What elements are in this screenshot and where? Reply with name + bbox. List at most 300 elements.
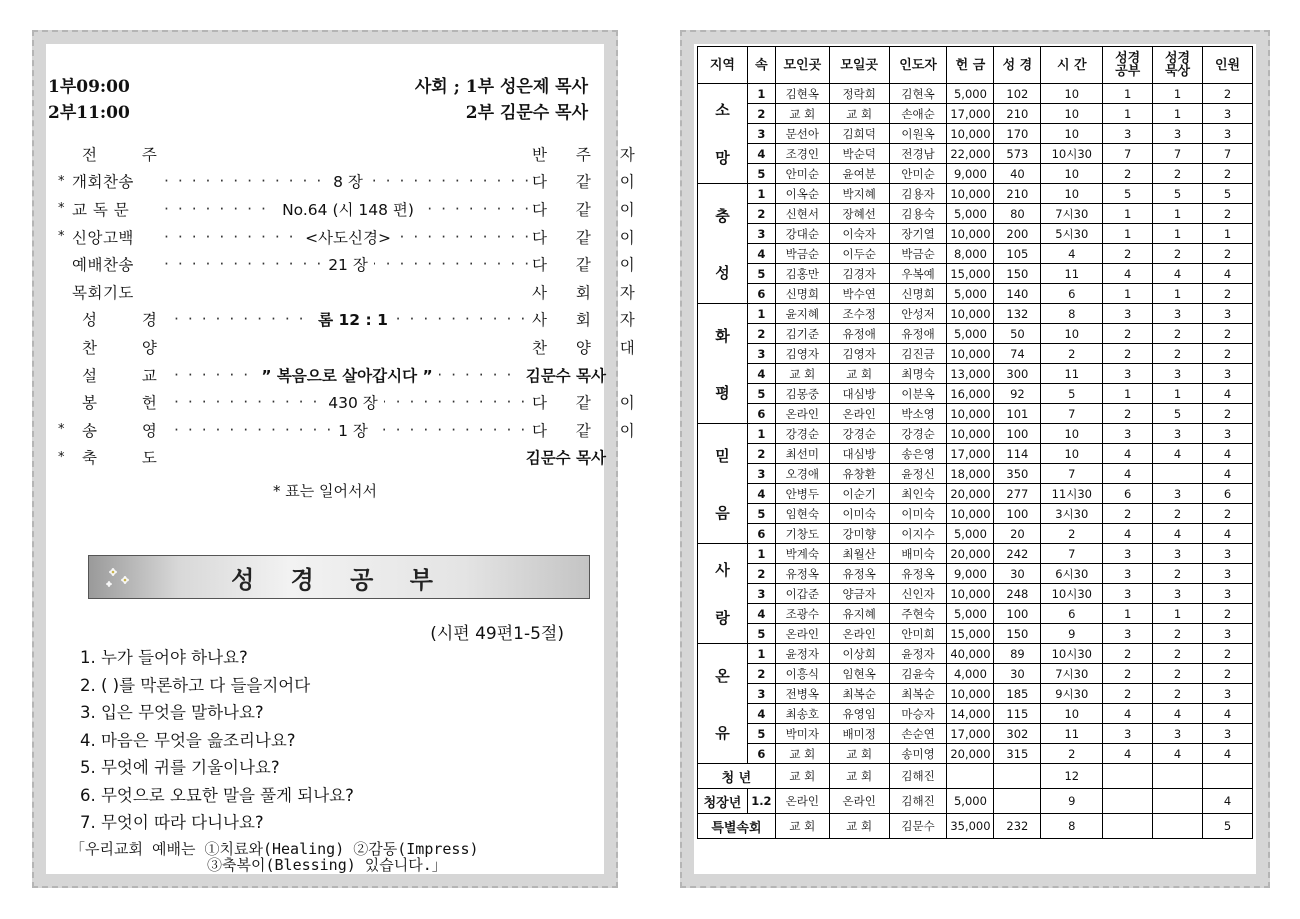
table-cell: 30	[994, 664, 1041, 684]
question-list	[80, 644, 354, 837]
table-cell: 교 회	[829, 764, 889, 789]
region-name	[698, 187, 747, 301]
table-cell: 3	[1153, 124, 1203, 144]
table-row	[698, 484, 1253, 504]
table-cell: 17,000	[947, 724, 994, 744]
leader-dots	[174, 308, 532, 330]
table-cell	[1103, 764, 1153, 789]
table-cell: 8	[1041, 304, 1103, 324]
table-cell: 최명숙	[889, 364, 947, 384]
table-cell: 10	[1041, 444, 1103, 464]
table-cell: 5	[1203, 814, 1253, 839]
table-cell: 150	[994, 264, 1041, 284]
table-cell: 김홍만	[775, 264, 829, 284]
table-cell: 18,000	[947, 464, 994, 484]
order-label: 설 교	[82, 366, 177, 385]
table-cell: 최인숙	[889, 484, 947, 504]
table-cell: 210	[994, 104, 1041, 124]
region-cell	[698, 84, 748, 184]
table-cell: 10시30	[1041, 144, 1103, 164]
table-cell: 8	[1041, 814, 1103, 839]
table-cell: 7	[1203, 144, 1253, 164]
table-cell: 3	[1103, 584, 1153, 604]
table-cell: 교 회	[829, 364, 889, 384]
bible-study-banner	[88, 555, 590, 599]
table-cell: 임현숙	[775, 504, 829, 524]
service-time-2: 2부11:00	[48, 103, 130, 123]
table-row	[698, 304, 1253, 324]
order-item: · · · ” 복음으로 살아갑시다 ”	[255, 364, 438, 386]
cell-number: 3	[747, 344, 775, 364]
table-cell: 2	[1203, 284, 1253, 304]
study-question: 5. 무엇에 귀를 기울이나요?	[80, 758, 280, 777]
column-header: 지역	[698, 47, 748, 84]
cell-number: 6	[747, 404, 775, 424]
standing-mark: *	[58, 173, 65, 189]
table-cell: 3	[1103, 564, 1153, 584]
region-name	[698, 647, 747, 761]
cell-number: 2	[747, 204, 775, 224]
cell-number: 1.2	[747, 789, 775, 814]
order-row	[58, 278, 647, 306]
table-cell: 185	[994, 684, 1041, 704]
table-cell: 박수연	[829, 284, 889, 304]
table-cell: 300	[994, 364, 1041, 384]
table-cell: 2	[1203, 504, 1253, 524]
table-row	[698, 284, 1253, 304]
region-cell	[698, 424, 748, 544]
table-row	[698, 664, 1253, 684]
table-cell: 2	[1103, 404, 1153, 424]
table-cell: 조광수	[775, 604, 829, 624]
table-cell	[947, 764, 994, 789]
column-header: 모인곳	[775, 47, 829, 84]
table-cell: 4,000	[947, 664, 994, 684]
table-cell: 이숙자	[829, 224, 889, 244]
table-cell: 장혜선	[829, 204, 889, 224]
table-cell: 3	[1153, 364, 1203, 384]
cell-number: 3	[747, 124, 775, 144]
table-cell: 4	[1153, 744, 1203, 764]
table-cell: 김용자	[889, 184, 947, 204]
order-label: 봉 헌	[82, 394, 177, 413]
table-cell: 1	[1103, 604, 1153, 624]
cell-number: 6	[747, 524, 775, 544]
cell-number: 1	[747, 544, 775, 564]
cell-number: 3	[747, 684, 775, 704]
table-cell: 이원옥	[889, 124, 947, 144]
table-cell: 14,000	[947, 704, 994, 724]
region-char: 온	[715, 666, 730, 685]
order-row	[58, 388, 647, 416]
table-cell: 박지혜	[829, 184, 889, 204]
table-cell: 242	[994, 544, 1041, 564]
table-cell: 유창환	[829, 464, 889, 484]
table-cell: 김문수	[889, 814, 947, 839]
scripture-passage: (시편 49편1-5절)	[430, 624, 564, 644]
table-cell: 2	[1153, 344, 1203, 364]
table-cell: 1	[1153, 284, 1203, 304]
table-cell	[1153, 789, 1203, 814]
table-cell: 248	[994, 584, 1041, 604]
table-cell: 윤지혜	[775, 304, 829, 324]
table-cell: 1	[1103, 104, 1153, 124]
table-row	[698, 464, 1253, 484]
table-cell: 170	[994, 124, 1041, 144]
region-char: 성	[715, 263, 730, 282]
table-cell: 정락희	[829, 84, 889, 104]
table-cell: 김영자	[829, 344, 889, 364]
cell-number: 3	[747, 224, 775, 244]
table-cell: 김해진	[889, 764, 947, 789]
cell-number: 4	[747, 704, 775, 724]
left-page	[32, 30, 647, 888]
study-question: 1. 누가 들어야 하나요?	[80, 648, 248, 667]
table-cell: 교 회	[775, 364, 829, 384]
table-cell: 2	[1203, 644, 1253, 664]
cell-number: 6	[747, 744, 775, 764]
table-cell: 온라인	[829, 624, 889, 644]
table-cell: 5,000	[947, 604, 994, 624]
column-header: 성경 묵상	[1153, 47, 1203, 84]
table-cell: 유지혜	[829, 604, 889, 624]
cell-group-attendance-table	[697, 46, 1253, 839]
right-page	[680, 30, 1270, 888]
table-cell: 5,000	[947, 84, 994, 104]
table-cell: 2	[1103, 344, 1153, 364]
column-header: 성경 공부	[1103, 47, 1153, 84]
table-row	[698, 624, 1253, 644]
study-question: 2. ( )를 막론하고 다 들을지어다	[80, 675, 311, 695]
region-char: 사	[715, 561, 730, 580]
order-label: 목회기도	[72, 283, 134, 302]
table-cell: 10,000	[947, 124, 994, 144]
table-cell: 유정애	[889, 324, 947, 344]
table-cell: 최월산	[829, 544, 889, 564]
table-cell: 3	[1203, 364, 1253, 384]
table-cell: 강경순	[889, 424, 947, 444]
leader-dots	[164, 170, 532, 192]
table-row	[698, 744, 1253, 764]
table-row	[698, 164, 1253, 184]
table-row-special	[698, 814, 1253, 839]
table-cell: 9	[1041, 789, 1103, 814]
region-char: 랑	[715, 608, 730, 627]
table-cell: 2	[1041, 524, 1103, 544]
table-cell: 4	[1153, 524, 1203, 544]
standing-mark: *	[58, 449, 65, 465]
table-cell: 이분옥	[889, 384, 947, 404]
table-row	[698, 364, 1253, 384]
table-cell: 이옥순	[775, 184, 829, 204]
table-row-special	[698, 764, 1253, 789]
table-cell: 온라인	[829, 404, 889, 424]
cell-number: 2	[747, 324, 775, 344]
table-cell: 5	[1103, 184, 1153, 204]
cell-number: 5	[747, 624, 775, 644]
table-row	[698, 524, 1253, 544]
flower-icon	[99, 562, 139, 592]
study-question: 4. 마음은 무엇을 읊조리나요?	[80, 730, 296, 750]
column-header: 인원	[1203, 47, 1253, 84]
table-cell: 4	[1203, 704, 1253, 724]
cell-number: 3	[747, 464, 775, 484]
order-label: 송 영	[82, 421, 177, 440]
table-cell: 3시30	[1041, 504, 1103, 524]
cell-number: 1	[747, 644, 775, 664]
table-cell: 김몽중	[775, 384, 829, 404]
table-cell: 1	[1103, 204, 1153, 224]
column-header: 헌 금	[947, 47, 994, 84]
table-cell: 3	[1203, 304, 1253, 324]
table-cell: 9,000	[947, 564, 994, 584]
order-item: · · · 430 장	[322, 391, 384, 413]
table-cell: 7시30	[1041, 664, 1103, 684]
order-leader: 다 같 이	[532, 173, 647, 192]
table-row	[698, 124, 1253, 144]
table-cell: 이미숙	[889, 504, 947, 524]
table-cell: 10시30	[1041, 584, 1103, 604]
table-cell: 7	[1041, 544, 1103, 564]
order-label: 예배찬송	[72, 256, 134, 275]
order-row	[58, 140, 647, 168]
table-cell: 양금자	[829, 584, 889, 604]
table-cell: 17,000	[947, 444, 994, 464]
table-cell: 이갑준	[775, 584, 829, 604]
table-cell: 10	[1041, 124, 1103, 144]
table-cell: 배미숙	[889, 544, 947, 564]
table-cell: 200	[994, 224, 1041, 244]
table-cell: 유정옥	[829, 564, 889, 584]
table-cell: 2	[1203, 84, 1253, 104]
region-cell	[698, 544, 748, 644]
table-cell: 100	[994, 604, 1041, 624]
table-cell: 10	[1041, 424, 1103, 444]
table-row	[698, 424, 1253, 444]
table-cell: 7	[1103, 144, 1153, 164]
table-cell: 3	[1203, 544, 1253, 564]
cell-number: 1	[747, 304, 775, 324]
order-row	[58, 361, 606, 389]
group-label: 특별속회	[698, 814, 776, 839]
table-cell: 2	[1041, 744, 1103, 764]
table-cell: 3	[1153, 724, 1203, 744]
table-row	[698, 224, 1253, 244]
table-cell: 박계숙	[775, 544, 829, 564]
order-item: · · · 8 장	[327, 170, 369, 192]
table-cell	[1153, 814, 1203, 839]
table-cell: 김현옥	[775, 84, 829, 104]
order-item: · · · <사도신경>	[299, 226, 397, 248]
region-cell	[698, 184, 748, 304]
table-cell: 10	[1041, 704, 1103, 724]
cell-number: 1	[747, 84, 775, 104]
table-cell: 5	[1153, 184, 1203, 204]
table-cell: 신명희	[889, 284, 947, 304]
region-cell	[698, 644, 748, 764]
table-cell: 김영자	[775, 344, 829, 364]
table-cell: 4	[1103, 524, 1153, 544]
table-cell: 4	[1103, 264, 1153, 284]
table-row	[698, 244, 1253, 264]
table-cell: 3	[1203, 584, 1253, 604]
group-label: 청장년	[698, 789, 748, 814]
table-cell: 150	[994, 624, 1041, 644]
table-cell: 115	[994, 704, 1041, 724]
table-cell: 2	[1103, 664, 1153, 684]
table-cell: 2	[1153, 684, 1203, 704]
table-row	[698, 724, 1253, 744]
table-row	[698, 144, 1253, 164]
table-cell: 3	[1103, 424, 1153, 444]
table-cell: 유정옥	[775, 564, 829, 584]
table-row	[698, 504, 1253, 524]
order-item: · · · 1 장	[332, 419, 374, 441]
cell-number: 1	[747, 424, 775, 444]
order-label: 개회찬송	[72, 173, 134, 192]
table-cell: 4	[1153, 444, 1203, 464]
table-cell: 20	[994, 524, 1041, 544]
column-header: 속	[747, 47, 775, 84]
table-cell: 50	[994, 324, 1041, 344]
cell-number: 5	[747, 504, 775, 524]
region-name	[698, 546, 747, 641]
table-cell: 4	[1103, 704, 1153, 724]
table-cell: 1	[1103, 384, 1153, 404]
region-cell	[698, 304, 748, 424]
column-header: 성 경	[994, 47, 1041, 84]
table-cell: 2	[1041, 344, 1103, 364]
worship-order	[58, 140, 647, 471]
table-cell: 10,000	[947, 424, 994, 444]
table-cell: 박금순	[775, 244, 829, 264]
standing-mark: *	[58, 422, 65, 438]
table-cell: 임현옥	[829, 664, 889, 684]
table-cell: 4	[1203, 744, 1253, 764]
table-cell: 5	[1153, 404, 1203, 424]
table-row	[698, 104, 1253, 124]
cell-number: 1	[747, 184, 775, 204]
column-header: 모일곳	[829, 47, 889, 84]
table-row	[698, 264, 1253, 284]
table-cell: 이흥식	[775, 664, 829, 684]
presider-2: 2부 김문수 목사	[465, 103, 588, 123]
order-item: · · · No.64 (시 148 편)	[276, 198, 420, 220]
table-row	[698, 544, 1253, 564]
table-cell: 대심방	[829, 384, 889, 404]
region-char: 유	[715, 723, 730, 742]
table-cell: 2	[1203, 324, 1253, 344]
leader-dots	[164, 226, 532, 248]
cell-number: 3	[747, 584, 775, 604]
church-motto	[70, 841, 479, 873]
table-cell: 6	[1103, 484, 1153, 504]
table-cell: 315	[994, 744, 1041, 764]
bible-study-title: 성 경 공 부	[231, 565, 447, 594]
table-cell: 89	[994, 644, 1041, 664]
leader-dots	[174, 419, 532, 441]
table-cell: 4	[1041, 244, 1103, 264]
table-cell: 5,000	[947, 524, 994, 544]
table-cell: 4	[1103, 464, 1153, 484]
table-cell: 유정옥	[889, 564, 947, 584]
leader-dots	[164, 198, 532, 220]
region-char: 소	[715, 101, 730, 120]
table-cell: 조수정	[829, 304, 889, 324]
table-cell: 김경자	[829, 264, 889, 284]
table-cell: 2	[1203, 344, 1253, 364]
table-cell: 2	[1203, 404, 1253, 424]
table-cell: 9	[1041, 624, 1103, 644]
table-cell: 2	[1153, 664, 1203, 684]
table-cell: 안미희	[889, 624, 947, 644]
table-row	[698, 684, 1253, 704]
table-cell: 김용숙	[889, 204, 947, 224]
table-cell: 11시30	[1041, 484, 1103, 504]
order-leader: 다 같 이	[532, 394, 647, 413]
table-cell: 2	[1153, 504, 1203, 524]
table-cell: 전병옥	[775, 684, 829, 704]
table-row-special	[698, 789, 1253, 814]
cell-number: 4	[747, 604, 775, 624]
table-cell: 11	[1041, 364, 1103, 384]
table-cell: 윤정자	[889, 644, 947, 664]
column-header: 인도자	[889, 47, 947, 84]
table-cell: 4	[1153, 704, 1203, 724]
table-cell: 1	[1153, 384, 1203, 404]
table-cell: 교 회	[775, 104, 829, 124]
table-cell: 윤정신	[889, 464, 947, 484]
table-cell: 배미정	[829, 724, 889, 744]
table-cell: 김해진	[889, 789, 947, 814]
table-cell: 2	[1153, 644, 1203, 664]
region-char: 화	[715, 326, 730, 345]
table-cell: 1	[1153, 84, 1203, 104]
table-cell: 3	[1203, 424, 1253, 444]
order-label: 성 경	[82, 311, 177, 330]
table-row	[698, 444, 1253, 464]
table-cell: 10	[1041, 324, 1103, 344]
table-cell: 송은영	[889, 444, 947, 464]
order-label: 신앙고백	[72, 228, 134, 247]
order-label: 교 독 문	[72, 200, 130, 219]
table-cell: 2	[1153, 564, 1203, 584]
table-cell: 전경남	[889, 144, 947, 164]
table-header-row	[698, 47, 1253, 84]
table-cell: 302	[994, 724, 1041, 744]
table-cell: 신인자	[889, 584, 947, 604]
table-cell: 3	[1153, 304, 1203, 324]
table-cell: 이두순	[829, 244, 889, 264]
order-row	[58, 416, 647, 444]
table-cell: 안미순	[775, 164, 829, 184]
table-cell: 유정애	[829, 324, 889, 344]
leader-dots	[164, 253, 532, 275]
table-cell: 132	[994, 304, 1041, 324]
table-cell: 교 회	[829, 104, 889, 124]
table-cell: 박순덕	[829, 144, 889, 164]
table-cell: 10,000	[947, 684, 994, 704]
table-cell: 유영임	[829, 704, 889, 724]
table-cell: 10,000	[947, 304, 994, 324]
table-cell: 김희덕	[829, 124, 889, 144]
table-cell: 22,000	[947, 144, 994, 164]
table-cell: 140	[994, 284, 1041, 304]
table-cell: 10,000	[947, 404, 994, 424]
table-cell: 5,000	[947, 284, 994, 304]
table-cell: 7시30	[1041, 204, 1103, 224]
table-cell: 573	[994, 144, 1041, 164]
